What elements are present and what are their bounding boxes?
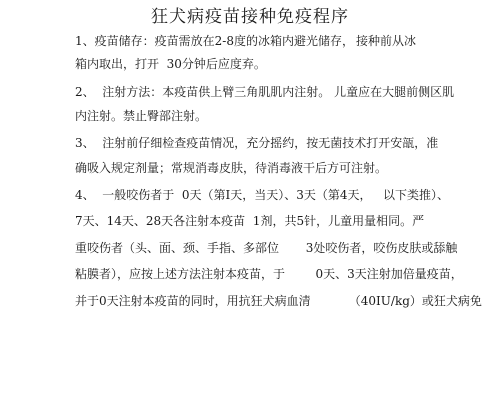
text-line-severe-cont: 粘膜者），应按上述方法注射本疫苗，于 0天、3天注射加倍量疫苗， [75,267,463,281]
document-title: 狂犬病疫苗接种免疫程序 [151,7,349,27]
text-line-severe: 重咬伤者（头、面、颈、手指、多部位 3处咬伤者，咬伤皮肤或舔触 [75,241,458,255]
text-line-schedule: 4、 一般咬伤者于 0天（第I天，当天）、3天（第4天， 以下类推）、 [75,188,449,202]
text-line-schedule-cont: 7天、14天、28天各注射本疫苗 1剂，共5针，儿童用量相同。严 [75,214,425,228]
text-line-method: 2、 注射方法：本疫苗供上臂三角肌肌内注射。 儿童应在大腿前侧区肌 [75,85,455,99]
text-line-method-cont: 内注射。禁止臀部注射。 [75,109,208,123]
text-line-inspection-cont: 确吸入规定剂量；常规消毒皮肤，待消毒液干后方可注射。 [75,161,388,175]
text-line-serum: 并于0天注射本疫苗的同时，用抗狂犬病血清 （40IU/kg）或狂犬病免 [75,294,482,308]
text-line-storage-cont: 箱内取出，打开 30分钟后应度弃。 [75,57,266,71]
text-line-storage-tail: 接种前从冰 [356,34,417,48]
text-line-inspection: 3、 注射前仔细检查疫苗情况，充分摇约，按无菌技术打开安瓿，准 [75,136,439,150]
text-line-storage: 1、疫苗储存：疫苗需放在2-8度的冰箱内避光储存， [75,34,354,48]
